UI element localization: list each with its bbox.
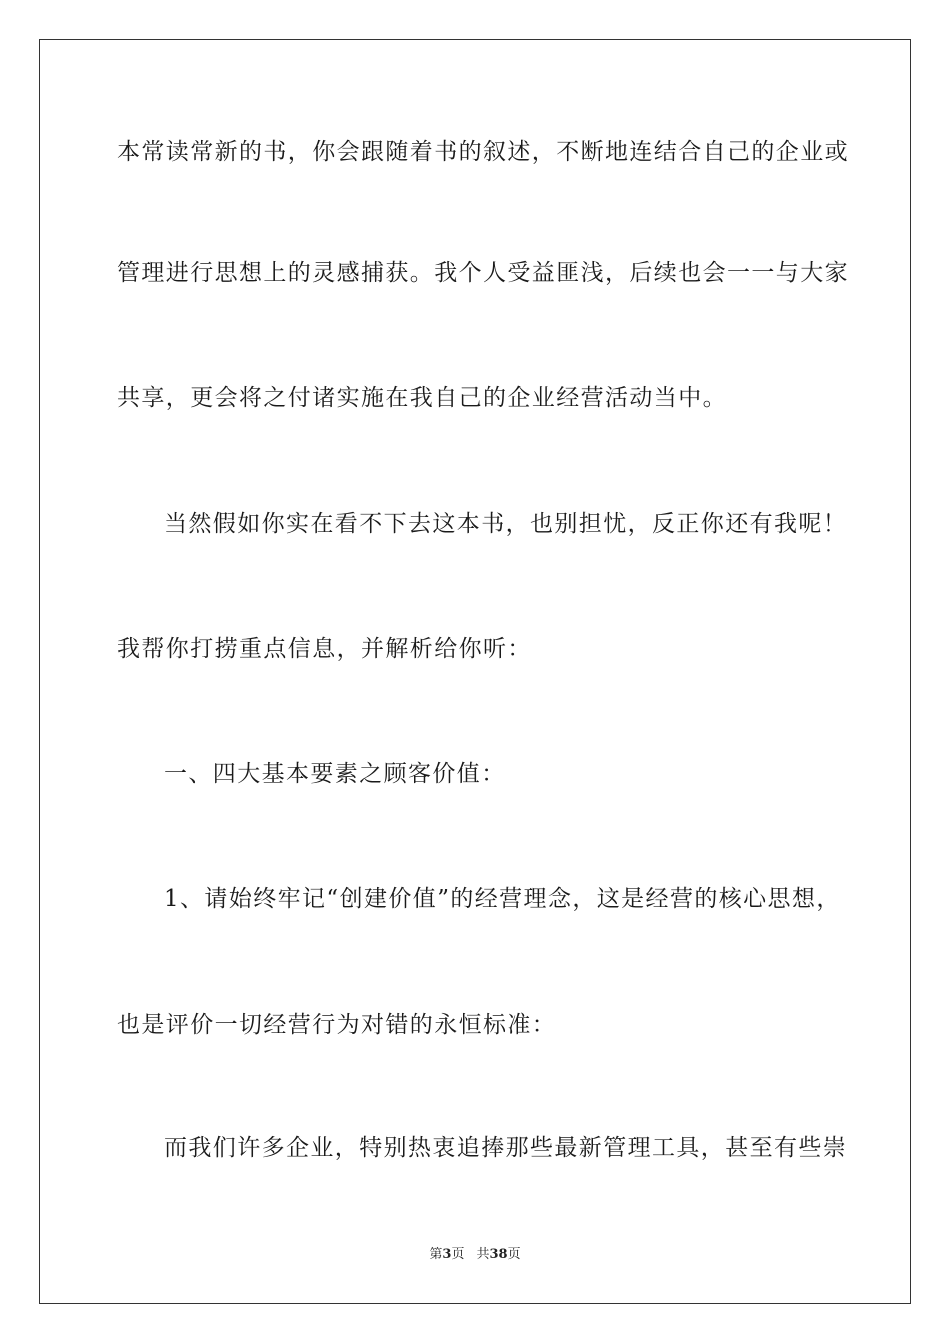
page-prefix: 第	[429, 1247, 443, 1262]
section-heading: 一、四大基本要素之顾客价值：	[164, 761, 506, 787]
body-line-8: 也是评价一切经营行为对错的永恒标准：	[117, 1012, 557, 1038]
body-line-4: 当然假如你实在看不下去这本书，也别担忧，反正你还有我呢！	[164, 511, 848, 537]
body-line-1: 本常读常新的书，你会跟随着书的叙述，不断地连结合自己的企业或	[117, 139, 849, 165]
body-line-5: 我帮你打捞重点信息，并解析给你听：	[117, 636, 532, 662]
current-page-number: 3	[442, 1247, 452, 1262]
total-suffix: 页	[507, 1247, 521, 1262]
page-suffix: 页	[451, 1247, 465, 1262]
total-page-number: 38	[489, 1247, 508, 1262]
body-line-2: 管理进行思想上的灵感捕获。我个人受益匪浅，后续也会一一与大家	[117, 260, 849, 286]
body-line-7: 1、请始终牢记“创建价值”的经营理念，这是经营的核心思想，	[164, 886, 841, 912]
page-footer	[0, 1246, 950, 1264]
body-line-3: 共享，更会将之付诸实施在我自己的企业经营活动当中。	[117, 385, 727, 411]
body-line-9: 而我们许多企业，特别热衷追捧那些最新管理工具，甚至有些崇	[164, 1135, 848, 1161]
page-border	[39, 39, 911, 1304]
total-prefix: 共	[476, 1247, 490, 1262]
